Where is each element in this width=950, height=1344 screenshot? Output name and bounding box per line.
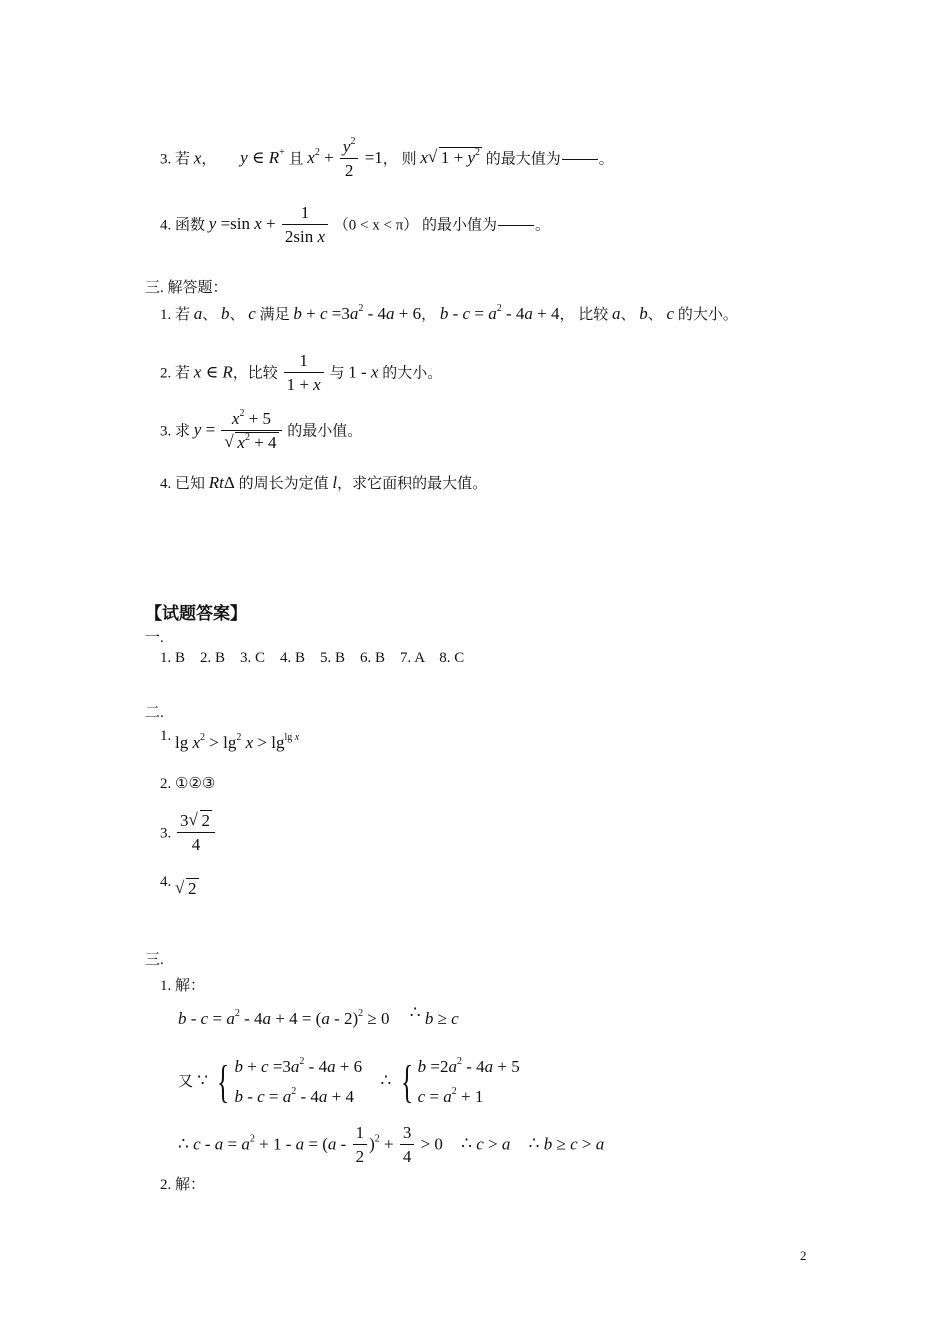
math-expression: 1 - x: [348, 362, 379, 382]
math-expression: $\lg x^2 > \lg^2 x > \lg^{lg x}$: [175, 732, 300, 752]
math-expression: $\frac{3√ 2}{4}$: [175, 822, 217, 841]
math-expression: y ∈ R+: [240, 147, 285, 168]
math-expression: c: [666, 304, 675, 323]
math-expression: x: [193, 148, 202, 168]
answer-blank: [562, 159, 598, 160]
solve-question-1: [160, 303, 738, 324]
math-expression: l: [332, 473, 338, 492]
question-text: 比较: [578, 307, 609, 323]
question-number: 3.: [160, 423, 172, 440]
question-condition: （0 < x < π）: [333, 217, 419, 234]
page-number: 2: [800, 1248, 807, 1263]
answer-number: 2.: [160, 776, 172, 792]
question-text: 若: [175, 151, 191, 168]
punctuation: 、: [647, 307, 663, 323]
math-expression: x√ $1 + y^2$: [420, 148, 482, 167]
question-text: ，求它面积的最大值。: [337, 476, 488, 492]
question-number: 4.: [160, 476, 172, 492]
math-expression: y =sin x + $\frac{1}{\text{2sin x}}$: [209, 214, 330, 233]
solve-question-2: [160, 350, 442, 397]
math-expression: √ 2: [175, 879, 199, 898]
question-text: 满足: [259, 307, 290, 323]
question-text: 则: [401, 151, 417, 168]
solution-step-3: ∴ $c - a = a^2 + 1 - a = (a$ - $\frac{1}{2}$ )$^2$ + $\frac{3}{4}$ > 0 ∴ c > a ∴ b ≥ c > a: [178, 1123, 605, 1166]
math-expression: $\frac{1}{1 + x}$: [282, 362, 326, 381]
math-expression: $b + c =3a^2 - 4a + 6$: [293, 303, 422, 323]
math-expression: a: [193, 304, 203, 323]
answer-2-2: [160, 774, 215, 793]
punctuation: 、: [620, 307, 636, 323]
answer-number: 3.: [160, 825, 172, 842]
math-expression: a: [611, 304, 621, 323]
math-expression: $x^2$ + $\frac{y^2}{2}$ =1: [307, 136, 383, 180]
question-number: 4.: [160, 217, 172, 234]
question-text: 与: [329, 365, 345, 382]
math-expression: b: [221, 304, 230, 323]
question-text: 若: [175, 365, 191, 382]
question-text: ，比较: [232, 365, 278, 382]
section-heading-solve: 三. 解答题：: [145, 280, 228, 296]
question-text: 若: [175, 307, 191, 323]
answers-section-2-label: 二.: [145, 705, 164, 721]
punctuation: ，: [421, 307, 437, 323]
punctuation: 、: [202, 307, 218, 323]
math-expression: x ∈ R: [193, 362, 233, 382]
punctuation: ，: [201, 151, 217, 168]
math-expression: y = $x^2 + 5$ √ $x^2 + 4$: [194, 420, 284, 439]
step-text: 又: [178, 1073, 194, 1090]
question-text: 的最小值为: [422, 217, 498, 234]
fill-in-question-4: [160, 202, 550, 249]
answer-number: 4.: [160, 874, 172, 890]
answer-2-4: [160, 874, 199, 899]
question-text: 且: [288, 151, 304, 168]
answer-number: 1.: [160, 728, 172, 744]
punctuation: ，: [382, 151, 398, 168]
answer-2-3: [160, 810, 217, 857]
question-number: 1.: [160, 307, 172, 323]
punctuation: ，: [559, 307, 575, 323]
punctuation: 。: [535, 217, 551, 234]
math-expression: b: [639, 304, 648, 323]
solution-step-1: $b - c = a^2 - 4a + 4 = (a - 2)^2 \ge 0$ ∴ b ≥ c: [178, 1003, 459, 1028]
answers-heading: 【试题答案】: [145, 604, 247, 624]
question-text: 已知: [175, 476, 206, 492]
solve-question-4: [160, 472, 487, 493]
answers-section-1-label: 一.: [145, 630, 164, 646]
solve-question-3: [160, 408, 362, 455]
question-text: 的最小值。: [287, 423, 363, 440]
question-text: 求: [175, 423, 191, 440]
answers-section-1-list: 1. B 2. B 3. C 4. B 5. B 6. B 7. A 8. C: [160, 650, 465, 666]
punctuation: 、: [229, 307, 245, 323]
math-expression: $b - c = a^2 - 4a + 4$: [439, 303, 560, 323]
answer-2-1: [160, 728, 299, 753]
question-text: 的周长为定值: [238, 476, 329, 492]
math-expression: c: [248, 304, 256, 323]
answer-3-2-label: 2. 解：: [160, 1177, 206, 1193]
question-text: 的大小。: [677, 307, 738, 323]
fill-in-question-3: [160, 136, 614, 183]
question-number: 2.: [160, 365, 172, 382]
question-number: 3.: [160, 151, 172, 168]
answer-blank: [498, 225, 534, 226]
question-text: 的最大值为: [485, 151, 561, 168]
math-expression: RtΔ: [208, 473, 235, 492]
solution-step-2: 又 ∵ { $b + c =3a^2 - 4a + 6$ $b - c = a^2 - 4a + 4$ ∴ { $b =2a^2 - 4a + 5$ $c = a^2 + 1$: [178, 1056, 520, 1107]
answer-value: ①②③: [175, 776, 216, 792]
answers-section-3-label: 三.: [145, 952, 164, 968]
punctuation: 。: [598, 151, 614, 168]
question-text: 的大小。: [382, 365, 443, 382]
answer-3-1-label: 1. 解：: [160, 978, 206, 994]
question-text: 函数: [175, 217, 206, 234]
